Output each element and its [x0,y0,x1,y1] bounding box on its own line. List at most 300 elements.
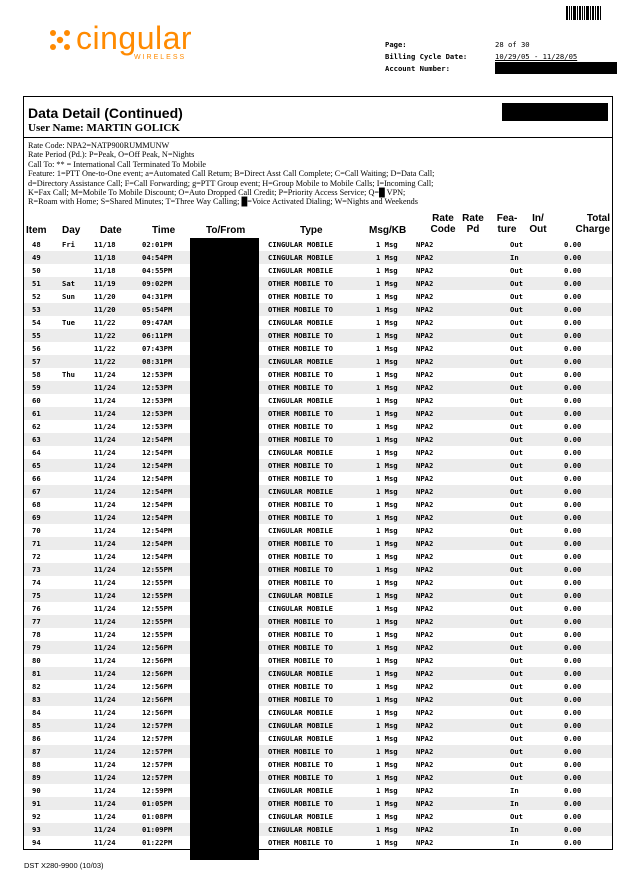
cell-type: OTHER MOBILE TO [268,747,333,756]
cell-time: 12:54PM [142,513,173,522]
cell-rate: NPA2 [416,305,434,314]
cell-date: 11/18 [94,240,116,249]
legend-line: Call To: ** = International Call Terminated To Mobile [28,159,206,169]
cell-date: 11/24 [94,487,116,496]
cell-total: 0.00 [564,617,582,626]
col-inout-line2: Out [529,224,547,235]
table-row [24,732,612,745]
barcode [566,6,602,20]
table-row [24,758,612,771]
table-row [24,368,612,381]
cell-date: 11/24 [94,838,116,847]
brand-name: cingular [76,20,193,56]
cell-inout: Out [510,422,523,431]
cell-type: CINGULAR MOBILE [268,526,333,535]
cell-item: 82 [32,682,41,691]
cell-msg: 1 Msg [376,240,398,249]
cell-item: 59 [32,383,41,392]
cell-item: 49 [32,253,41,262]
table-row [24,667,612,680]
cell-rate: NPA2 [416,630,434,639]
cell-item: 80 [32,656,41,665]
cell-rate: NPA2 [416,435,434,444]
cell-type: CINGULAR MOBILE [268,591,333,600]
col-date: Date [100,225,122,236]
cell-rate: NPA2 [416,838,434,847]
cell-total: 0.00 [564,266,582,275]
cell-date: 11/24 [94,422,116,431]
cell-day: Sun [62,292,75,301]
cell-rate: NPA2 [416,669,434,678]
cell-inout: Out [510,513,523,522]
cell-item: 50 [32,266,41,275]
cell-item: 54 [32,318,41,327]
cell-inout: In [510,799,519,808]
col-day: Day [62,225,81,236]
cell-day: Thu [62,370,75,379]
cell-item: 63 [32,435,41,444]
cell-date: 11/24 [94,526,116,535]
cell-inout: Out [510,279,523,288]
cell-total: 0.00 [564,734,582,743]
account-number-redacted [495,62,617,74]
cell-time: 12:56PM [142,669,173,678]
cell-rate: NPA2 [416,773,434,782]
bill-header [385,38,617,74]
cell-rate: NPA2 [416,474,434,483]
cell-time: 12:59PM [142,786,173,795]
cell-date: 11/22 [94,331,116,340]
cell-time: 12:56PM [142,695,173,704]
cell-type: OTHER MOBILE TO [268,292,333,301]
cell-msg: 1 Msg [376,643,398,652]
cell-date: 11/24 [94,578,116,587]
cell-item: 65 [32,461,41,470]
cell-msg: 1 Msg [376,682,398,691]
cell-rate: NPA2 [416,565,434,574]
cell-item: 78 [32,630,41,639]
cell-total: 0.00 [564,279,582,288]
cell-time: 06:11PM [142,331,173,340]
table-row [24,719,612,732]
cell-total: 0.00 [564,604,582,613]
page-label: Page: [385,40,407,49]
cell-type: CINGULAR MOBILE [268,721,333,730]
cell-time: 12:53PM [142,422,173,431]
cell-item: 51 [32,279,41,288]
table-row [24,472,612,485]
cell-msg: 1 Msg [376,266,398,275]
cell-inout: Out [510,656,523,665]
cell-time: 04:54PM [142,253,173,262]
table-row [24,394,612,407]
cell-item: 71 [32,539,41,548]
table-row [24,355,612,368]
cell-item: 69 [32,513,41,522]
table-row [24,654,612,667]
table-row [24,693,612,706]
col-rate-code-line1: Rate [432,213,454,224]
cell-rate: NPA2 [416,500,434,509]
cell-time: 12:56PM [142,708,173,717]
cell-time: 12:53PM [142,396,173,405]
cell-inout: Out [510,344,523,353]
cell-item: 79 [32,643,41,652]
table-row [24,537,612,550]
cell-date: 11/24 [94,695,116,704]
col-total-line2: Charge [575,224,610,235]
cell-total: 0.00 [564,422,582,431]
cell-rate: NPA2 [416,513,434,522]
col-inout [524,213,552,235]
cell-time: 12:53PM [142,383,173,392]
table-row [24,290,612,303]
cell-item: 56 [32,344,41,353]
cell-inout: Out [510,682,523,691]
cell-msg: 1 Msg [376,578,398,587]
cell-msg: 1 Msg [376,409,398,418]
cell-msg: 1 Msg [376,331,398,340]
cell-total: 0.00 [564,253,582,262]
cell-inout: Out [510,669,523,678]
cell-date: 11/24 [94,799,116,808]
cell-msg: 1 Msg [376,799,398,808]
cell-total: 0.00 [564,760,582,769]
cell-item: 85 [32,721,41,730]
cell-date: 11/18 [94,253,116,262]
cell-date: 11/24 [94,448,116,457]
table-row [24,277,612,290]
cell-total: 0.00 [564,591,582,600]
cell-date: 11/19 [94,279,116,288]
cell-item: 91 [32,799,41,808]
cell-type: CINGULAR MOBILE [268,604,333,613]
cell-inout: Out [510,240,523,249]
col-rate-pd [458,213,488,235]
table-row [24,329,612,342]
cell-item: 86 [32,734,41,743]
cell-inout: Out [510,565,523,574]
cell-total: 0.00 [564,370,582,379]
cell-time: 12:54PM [142,500,173,509]
cell-total: 0.00 [564,344,582,353]
cell-time: 09:02PM [142,279,173,288]
cell-type: OTHER MOBILE TO [268,630,333,639]
page-value: 28 of 30 [495,40,530,49]
cell-msg: 1 Msg [376,513,398,522]
table-row [24,511,612,524]
cell-item: 81 [32,669,41,678]
cell-total: 0.00 [564,474,582,483]
cell-time: 12:57PM [142,734,173,743]
cell-date: 11/24 [94,773,116,782]
table-row [24,602,612,615]
table-row [24,251,612,264]
col-msgkb: Msg/KB [369,225,407,236]
table-row [24,615,612,628]
cell-total: 0.00 [564,552,582,561]
cell-msg: 1 Msg [376,695,398,704]
table-row [24,446,612,459]
table-row [24,524,612,537]
table-row [24,238,612,251]
cell-inout: Out [510,630,523,639]
cell-date: 11/24 [94,513,116,522]
account-label: Account Number: [385,64,450,73]
form-code: DST X280-9900 (10/03) [24,861,104,870]
cell-inout: Out [510,305,523,314]
cell-date: 11/24 [94,552,116,561]
cell-time: 09:47AM [142,318,173,327]
cell-inout: Out [510,318,523,327]
cell-inout: Out [510,578,523,587]
table-row [24,264,612,277]
cell-item: 73 [32,565,41,574]
cell-type: OTHER MOBILE TO [268,500,333,509]
cell-rate: NPA2 [416,370,434,379]
cell-msg: 1 Msg [376,825,398,834]
cell-type: OTHER MOBILE TO [268,643,333,652]
cell-rate: NPA2 [416,721,434,730]
cell-inout: Out [510,383,523,392]
cell-date: 11/24 [94,565,116,574]
cell-type: OTHER MOBILE TO [268,656,333,665]
table-row [24,745,612,758]
cell-item: 90 [32,786,41,795]
legend-line: d=Directory Assistance Call; F=Call Forwarding; g=PTT Group event; H=Group Mobile to Mobile Calls; I=Incoming Call; [28,178,434,188]
cell-time: 12:56PM [142,656,173,665]
cell-inout: Out [510,747,523,756]
col-type: Type [300,225,323,236]
cell-item: 70 [32,526,41,535]
cell-time: 12:55PM [142,565,173,574]
section-title: Data Detail (Continued) [28,105,183,121]
cell-date: 11/22 [94,357,116,366]
cell-msg: 1 Msg [376,474,398,483]
cell-inout: Out [510,617,523,626]
cell-type: CINGULAR MOBILE [268,266,333,275]
cell-type: CINGULAR MOBILE [268,487,333,496]
brand-tagline: WIRELESS [134,54,187,61]
cell-inout: Out [510,461,523,470]
table-row [24,706,612,719]
cell-total: 0.00 [564,318,582,327]
cell-msg: 1 Msg [376,422,398,431]
cell-type: CINGULAR MOBILE [268,734,333,743]
cell-inout: Out [510,760,523,769]
cell-rate: NPA2 [416,734,434,743]
cell-total: 0.00 [564,435,582,444]
cell-rate: NPA2 [416,409,434,418]
cell-total: 0.00 [564,786,582,795]
cell-total: 0.00 [564,825,582,834]
cell-item: 61 [32,409,41,418]
cell-msg: 1 Msg [376,383,398,392]
cell-type: OTHER MOBILE TO [268,461,333,470]
cell-date: 11/24 [94,396,116,405]
cell-rate: NPA2 [416,487,434,496]
table-row [24,407,612,420]
cell-item: 87 [32,747,41,756]
cell-time: 02:01PM [142,240,173,249]
user-name: User Name: MARTIN GOLICK [28,122,180,134]
cell-msg: 1 Msg [376,812,398,821]
cell-total: 0.00 [564,630,582,639]
cell-date: 11/24 [94,604,116,613]
cell-date: 11/24 [94,630,116,639]
cell-date: 11/24 [94,669,116,678]
legend-line: Rate Period (Pd.): P=Peak, O=Off Peak, N=Nights [28,150,195,160]
cell-total: 0.00 [564,708,582,717]
cell-type: OTHER MOBILE TO [268,565,333,574]
table-row [24,823,612,836]
table-row [24,498,612,511]
cell-time: 12:54PM [142,526,173,535]
cell-total: 0.00 [564,682,582,691]
col-rate-pd-line2: Pd [466,224,480,235]
cell-time: 12:57PM [142,760,173,769]
cell-time: 12:56PM [142,682,173,691]
cycle-label: Billing Cycle Date: [385,52,468,61]
cell-inout: Out [510,773,523,782]
cell-total: 0.00 [564,812,582,821]
cell-inout: Out [510,591,523,600]
cell-type: CINGULAR MOBILE [268,396,333,405]
cell-item: 74 [32,578,41,587]
table-row [24,381,612,394]
table-row [24,836,612,849]
cell-date: 11/24 [94,682,116,691]
cell-msg: 1 Msg [376,396,398,405]
cell-inout: In [510,825,519,834]
cell-msg: 1 Msg [376,435,398,444]
cell-type: OTHER MOBILE TO [268,799,333,808]
cell-type: OTHER MOBILE TO [268,409,333,418]
cell-time: 12:54PM [142,539,173,548]
redacted-box [502,103,608,121]
cell-rate: NPA2 [416,539,434,548]
cell-inout: Out [510,409,523,418]
cell-total: 0.00 [564,383,582,392]
cell-inout: Out [510,708,523,717]
cell-msg: 1 Msg [376,357,398,366]
cell-type: OTHER MOBILE TO [268,695,333,704]
cell-time: 12:54PM [142,474,173,483]
cell-msg: 1 Msg [376,656,398,665]
cell-msg: 1 Msg [376,448,398,457]
cell-date: 11/24 [94,708,116,717]
cell-item: 93 [32,825,41,834]
cell-total: 0.00 [564,500,582,509]
cell-type: OTHER MOBILE TO [268,539,333,548]
cell-item: 77 [32,617,41,626]
col-time: Time [152,225,176,236]
cell-rate: NPA2 [416,292,434,301]
call-table [24,238,612,849]
cell-msg: 1 Msg [376,630,398,639]
cell-day: Tue [62,318,75,327]
cell-type: OTHER MOBILE TO [268,344,333,353]
cell-inout: Out [510,539,523,548]
cell-item: 92 [32,812,41,821]
cell-type: CINGULAR MOBILE [268,708,333,717]
cell-msg: 1 Msg [376,526,398,535]
cell-time: 12:55PM [142,591,173,600]
cell-total: 0.00 [564,487,582,496]
cell-type: CINGULAR MOBILE [268,318,333,327]
col-rate-pd-line1: Rate [462,213,484,224]
cell-date: 11/24 [94,409,116,418]
legend-line: Feature: 1=PTT One-to-One event; a=Automated Call Return; B=Direct Asst Call Complete; C=Call Waiting; D=Data Call; [28,169,435,179]
cell-time: 12:55PM [142,617,173,626]
col-tofrom: To/From [206,225,246,236]
cell-inout: Out [510,552,523,561]
cell-date: 11/24 [94,760,116,769]
cell-msg: 1 Msg [376,734,398,743]
cell-total: 0.00 [564,773,582,782]
cell-msg: 1 Msg [376,604,398,613]
cell-msg: 1 Msg [376,773,398,782]
cell-msg: 1 Msg [376,344,398,353]
cycle-value: 10/29/05 - 11/28/05 [495,52,578,61]
cell-date: 11/24 [94,539,116,548]
cell-date: 11/24 [94,786,116,795]
cell-item: 84 [32,708,41,717]
cell-inout: Out [510,734,523,743]
cell-msg: 1 Msg [376,279,398,288]
cell-time: 12:56PM [142,643,173,652]
legend-line: R=Roam with Home; S=Shared Minutes; T=Three Way Calling; █=Voice Activated Dialing; W=Nights and Weekends [28,197,418,207]
col-feature-line1: Fea- [496,213,518,224]
cell-time: 01:22PM [142,838,173,847]
cell-rate: NPA2 [416,253,434,262]
cell-msg: 1 Msg [376,539,398,548]
cell-inout: Out [510,526,523,535]
cell-type: CINGULAR MOBILE [268,812,333,821]
cell-date: 11/24 [94,747,116,756]
cell-date: 11/24 [94,435,116,444]
cell-rate: NPA2 [416,825,434,834]
cell-rate: NPA2 [416,279,434,288]
cell-total: 0.00 [564,409,582,418]
cell-rate: NPA2 [416,318,434,327]
cell-total: 0.00 [564,305,582,314]
cell-total: 0.00 [564,747,582,756]
cell-date: 11/24 [94,721,116,730]
tofrom-redacted-column [190,238,259,860]
cell-msg: 1 Msg [376,318,398,327]
table-row [24,342,612,355]
section-header [24,97,612,138]
cell-type: OTHER MOBILE TO [268,305,333,314]
cell-item: 94 [32,838,41,847]
cell-inout: Out [510,643,523,652]
cell-msg: 1 Msg [376,708,398,717]
cell-time: 04:31PM [142,292,173,301]
cell-type: OTHER MOBILE TO [268,383,333,392]
cell-rate: NPA2 [416,461,434,470]
col-inout-line1: In/ [532,213,544,224]
table-row [24,771,612,784]
col-total-line1: Total [586,213,610,224]
cell-date: 11/24 [94,812,116,821]
cell-item: 53 [32,305,41,314]
cell-type: CINGULAR MOBILE [268,253,333,262]
cell-date: 11/24 [94,383,116,392]
cell-item: 76 [32,604,41,613]
cell-time: 08:31PM [142,357,173,366]
cell-inout: Out [510,357,523,366]
